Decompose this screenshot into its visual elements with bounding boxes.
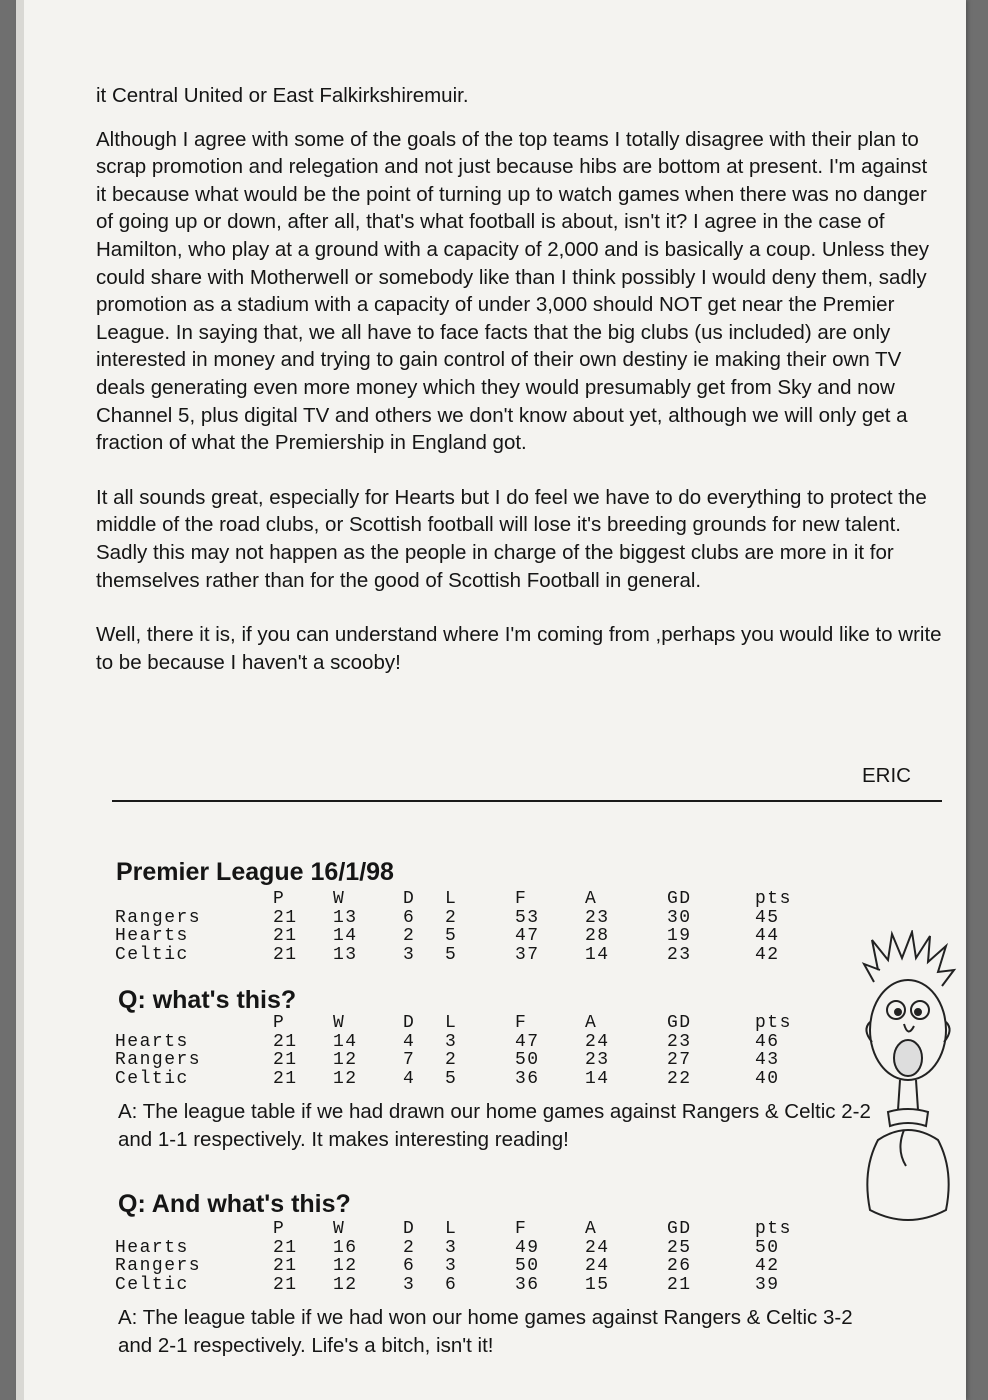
article-line-top: it Central United or East Falkirkshiremuir. [96,84,469,107]
table-cell: 3 [445,1237,458,1258]
table-cell: 23 [585,1050,610,1070]
table-row [115,909,845,928]
column-header: GD [667,1013,692,1033]
column-header: L [445,1013,458,1033]
table-cell: 21 [273,926,298,946]
table-cell: 4 [403,1031,416,1052]
table-cell: 21 [273,1050,298,1070]
column-header: L [445,1219,458,1239]
table-cell: 47 [515,926,540,946]
table-header-row [115,1220,845,1239]
table-cell: 4 [403,1068,416,1089]
table-cell: 3 [445,1256,458,1276]
table-cell: 47 [515,1031,540,1052]
table-row [115,1033,845,1052]
table-cell: 12 [333,1256,358,1276]
table-cell: 12 [333,1274,358,1295]
spiky-haired-cartoon-man-icon [858,930,958,1260]
table-cell: 21 [273,907,298,928]
column-header: W [333,889,346,909]
column-header: GD [667,889,692,909]
table-row [115,1070,845,1089]
table-cell: 50 [755,1237,780,1258]
table-cell: 23 [585,907,610,928]
table-cell: 42 [755,944,780,965]
table-row [115,927,845,946]
column-header: pts [755,889,792,909]
team-name: Rangers [115,1050,202,1070]
table1-heading: Premier League 16/1/98 [116,858,394,886]
table-cell: 19 [667,926,692,946]
table-cell: 26 [667,1256,692,1276]
page-spine [16,0,24,1400]
table-cell: 49 [515,1237,540,1258]
table-cell: 21 [273,944,298,965]
team-name: Celtic [115,1274,189,1295]
table-cell: 23 [667,1031,692,1052]
team-name: Rangers [115,907,202,928]
author-signoff: ERIC [862,764,911,787]
table-cell: 12 [333,1050,358,1070]
table-cell: 3 [403,944,416,965]
column-header: P [273,1219,286,1239]
table-cell: 23 [667,944,692,965]
table-cell: 13 [333,944,358,965]
table-header-row [115,890,845,909]
table-cell: 46 [755,1031,780,1052]
table-cell: 37 [515,944,540,965]
table-cell: 53 [515,907,540,928]
table-cell: 2 [445,1050,458,1070]
table-cell: 2 [445,907,458,928]
table-cell: 28 [585,926,610,946]
column-header: pts [755,1013,792,1033]
table-cell: 21 [273,1256,298,1276]
column-header: P [273,889,286,909]
table-cell: 25 [667,1237,692,1258]
table-row [115,946,845,965]
table-cell: 24 [585,1237,610,1258]
team-name: Celtic [115,944,189,965]
table-cell: 45 [755,907,780,928]
table-cell: 6 [445,1274,458,1295]
column-header: A [585,1219,598,1239]
table-cell: 42 [755,1256,780,1276]
column-header: F [515,1219,528,1239]
table-cell: 13 [333,907,358,928]
table-cell: 50 [515,1050,540,1070]
team-name: Hearts [115,926,189,946]
table-cell: 21 [273,1068,298,1089]
table-cell: 6 [403,1256,416,1276]
column-header: pts [755,1219,792,1239]
table-cell: 21 [273,1237,298,1258]
table-cell: 24 [585,1031,610,1052]
table-cell: 14 [585,1068,610,1089]
table-cell: 27 [667,1050,692,1070]
table-row [115,1257,845,1276]
article-paragraph-3: Well, there it is, if you can understand where I'm coming from ,perhaps you would like to write to be because I haven't a scooby! [96,623,942,674]
table-row [115,1051,845,1070]
table-cell: 14 [333,926,358,946]
table2-answer: A: The league table if we had drawn our home games against Rangers & Celtic 2-2 and 1-1 respectively. It makes interesting reading! [118,1100,871,1151]
table-cell: 6 [403,907,416,928]
table-header-row [115,1014,845,1033]
table-cell: 2 [403,1237,416,1258]
column-header: W [333,1013,346,1033]
table-cell: 30 [667,907,692,928]
divider-rule [112,800,942,802]
column-header: P [273,1013,286,1033]
team-name: Rangers [115,1256,202,1276]
table-cell: 7 [403,1050,416,1070]
table-cell: 50 [515,1256,540,1276]
table-cell: 21 [667,1274,692,1295]
table-cell: 5 [445,926,458,946]
table-cell: 36 [515,1274,540,1295]
table-cell: 44 [755,926,780,946]
column-header: D [403,1219,416,1239]
table-cell: 2 [403,926,416,946]
table-cell: 43 [755,1050,780,1070]
article-body [96,82,942,703]
table-cell: 36 [515,1068,540,1089]
column-header: F [515,1013,528,1033]
column-header: D [403,1013,416,1033]
column-header: L [445,889,458,909]
table-cell: 14 [585,944,610,965]
table-cell: 21 [273,1031,298,1052]
column-header: A [585,1013,598,1033]
table3-answer: A: The league table if we had won our home games against Rangers & Celtic 3-2 and 2-1 respectively. Life's a bitch, isn't it! [118,1306,853,1357]
team-name: Hearts [115,1031,189,1052]
table-row [115,1239,845,1258]
table-cell: 14 [333,1031,358,1052]
table2-heading: Q: what's this? [118,986,297,1014]
column-header: D [403,889,416,909]
table1 [115,890,845,970]
team-name: Celtic [115,1068,189,1089]
article-paragraph-2: It all sounds great, especially for Hearts but I do feel we have to do everything to protect the middle of the road clubs, or Scottish football will lose it's breeding grounds for new talent. Sadly this may not happen as the people in charge of the biggest clubs are more in it for themselves rather than for the good of Scottish Football in general. [96,485,927,592]
article-paragraph-1: Although I agree with some of the goals of the top teams I totally disagree with their plan to scrap promotion and relegation and not just because hibs are bottom at present. I'm against it because what would be the point of turning up to watch games when there was no danger of going up or down, after all, that's what football is about, isn't it? I agree in the case of Hamilton, who play at a ground with a capacity of 2,000 and is basically a coup. Unless they could share with Motherwell or somebody like than I think possibly I would deny them, sadly promotion as a stadium with a capacity of under 3,000 should NOT get near the Premier League. In saying that, we all have to face facts that the big clubs (us included) are only interested in money and trying to gain control of their own destiny ie making their own TV deals generating even more money which they would presumably get from Sky and now Channel 5, plus digital TV and others we don't know about yet, although we will only get a fraction of what the Premiership in England got. [96,127,929,455]
table-cell: 24 [585,1256,610,1276]
table2 [115,1014,845,1094]
table-cell: 5 [445,944,458,965]
table-cell: 3 [445,1031,458,1052]
column-header: F [515,889,528,909]
team-name: Hearts [115,1237,189,1258]
table3 [115,1220,845,1300]
table-cell: 22 [667,1068,692,1089]
table-cell: 5 [445,1068,458,1089]
table-cell: 16 [333,1237,358,1258]
table3-heading: Q: And what's this? [118,1190,351,1218]
column-header: A [585,889,598,909]
table-cell: 39 [755,1274,780,1295]
table-cell: 21 [273,1274,298,1295]
table-cell: 3 [403,1274,416,1295]
column-header: GD [667,1219,692,1239]
table-cell: 15 [585,1274,610,1295]
column-header: W [333,1219,346,1239]
table-cell: 40 [755,1068,780,1089]
table-row [115,1276,845,1295]
table-cell: 12 [333,1068,358,1089]
